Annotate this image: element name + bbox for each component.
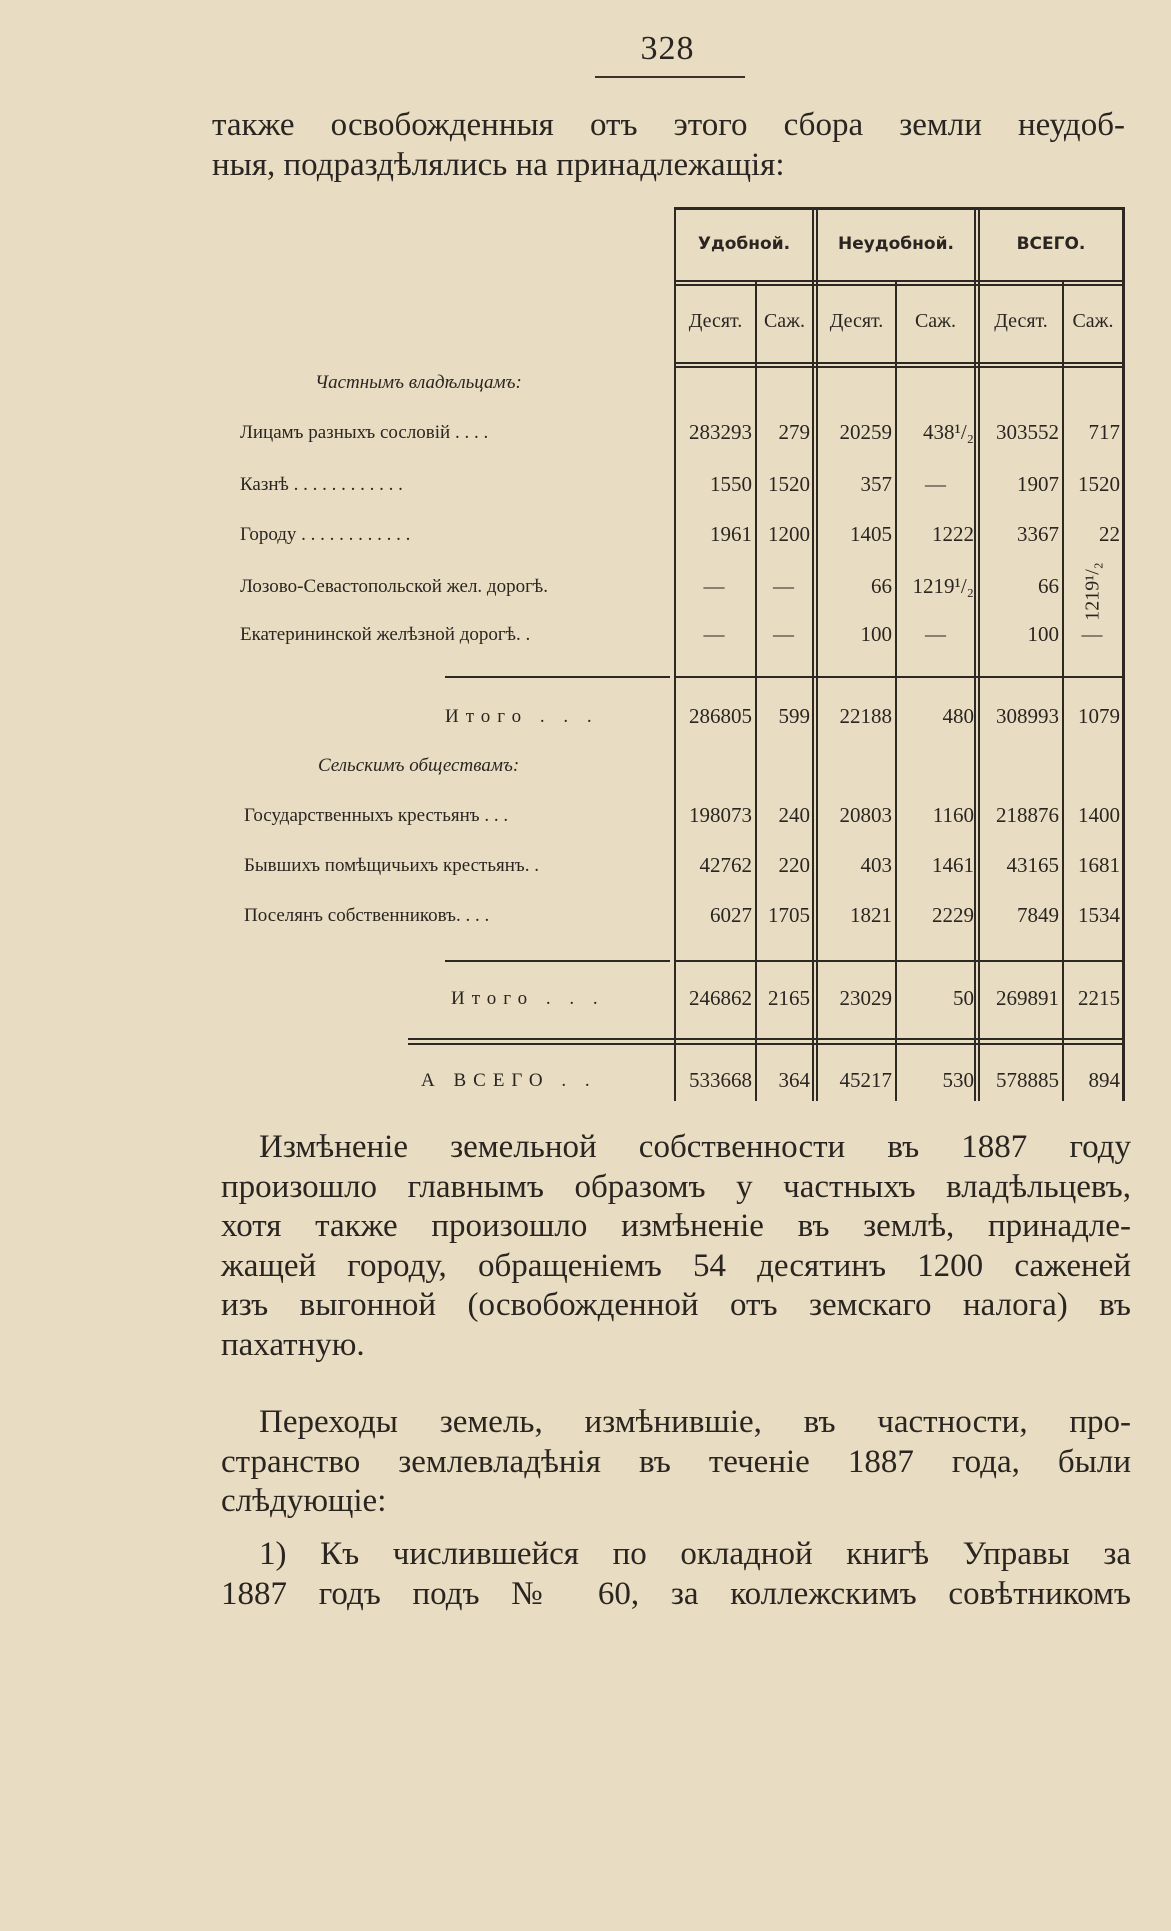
subheader-rule xyxy=(674,362,1124,364)
table-cell: 2165 xyxy=(768,986,810,1010)
subheader: Десят. xyxy=(688,310,743,332)
table-cell: 599 xyxy=(778,704,810,728)
table-cell: 45217 xyxy=(839,1068,892,1092)
table-cell: 530 xyxy=(942,1068,974,1092)
table-cell: 1219¹/₂ xyxy=(912,574,974,598)
subheader: Десят. xyxy=(829,310,884,332)
table-cell: 1200 xyxy=(768,522,810,546)
label-rule xyxy=(445,960,670,962)
section-title-private: Частнымъ владѣльцамъ: xyxy=(315,372,522,393)
table-cell: 6027 xyxy=(710,903,752,927)
row-label: Итого . . . xyxy=(445,706,599,727)
intro-line: ныя, подраздѣлялись на принадлежащія: xyxy=(212,146,785,183)
table-cell: 364 xyxy=(778,1068,810,1092)
table-cell: 279 xyxy=(778,420,810,444)
subheader: Саж. xyxy=(914,310,957,332)
table-cell: 403 xyxy=(860,853,892,877)
table-cell: 20803 xyxy=(839,803,892,827)
text-line: 1887 годъ подъ № 60, за коллежскимъ совѣтникомъ xyxy=(221,1575,1131,1612)
page-number: 328 xyxy=(640,30,695,67)
table-cell: 20259 xyxy=(839,420,892,444)
row-label: Лозово-Севастопольской жел. дорогѣ. xyxy=(240,576,548,597)
text-line: слѣдующіе: xyxy=(221,1483,387,1519)
row-label: Лицамъ разныхъ сословій . . . . xyxy=(240,422,489,443)
row-label: Государственныхъ крестьянъ . . . xyxy=(244,805,509,826)
header-rule xyxy=(674,280,1124,282)
subcolumn-separator xyxy=(1062,282,1064,1101)
table-cell: 894 xyxy=(1088,1068,1120,1092)
table-cell: 43165 xyxy=(1006,853,1059,877)
paragraph-1 xyxy=(221,1128,1131,1365)
table-cell: 533668 xyxy=(689,1068,752,1092)
table-cell: — xyxy=(925,622,946,646)
table-cell: 269891 xyxy=(996,986,1059,1010)
table-cell: 1821 xyxy=(850,903,892,927)
section-title-rural: Сельскимъ обществамъ: xyxy=(318,755,520,776)
table-cell: 1550 xyxy=(710,472,752,496)
text-line: Измѣненіе земельной собственности въ 1887 году xyxy=(259,1129,1131,1165)
subheader: Десят. xyxy=(994,310,1048,332)
group-header-usable: Удобной. xyxy=(697,234,791,254)
paragraph-2 xyxy=(221,1403,1131,1522)
intro-line: также освобожденныя отъ этого сбора земли неудоб- xyxy=(212,107,1125,143)
table-cell: 3367 xyxy=(1017,522,1059,546)
table-cell: 480 xyxy=(942,704,974,728)
table-cell: 308993 xyxy=(996,704,1059,728)
text-line: 1) Къ числившейся по окладной книгѣ Управы за xyxy=(259,1536,1131,1572)
row-label: Казнѣ . . . . . . . . . . . . xyxy=(240,474,403,495)
text-line: произошло главнымъ образомъ у частныхъ владѣльцевъ, xyxy=(221,1168,1131,1205)
row-label: Городу . . . . . . . . . . . . xyxy=(240,524,411,545)
subheader: Саж. xyxy=(763,310,806,332)
table-cell: 22188 xyxy=(839,704,892,728)
group-header-unusable: Неудобной. xyxy=(838,234,954,254)
header-rule xyxy=(674,284,1124,286)
label-rule xyxy=(445,676,670,678)
subcolumn-separator xyxy=(895,282,897,1101)
text-line: хотя также произошло измѣненіе въ землѣ, принадле- xyxy=(221,1208,1131,1244)
table-cell: 220 xyxy=(778,853,810,877)
group-separator xyxy=(816,207,818,1101)
table-cell: 1461 xyxy=(932,853,974,877)
table-cell: — xyxy=(703,574,725,598)
group-separator xyxy=(974,207,976,1101)
table-cell: — xyxy=(773,574,794,598)
subtotal-rule xyxy=(674,960,1124,962)
table-cell: 1907 xyxy=(1017,472,1059,496)
table-cell: 303552 xyxy=(996,420,1059,444)
table-cell: 23029 xyxy=(839,986,892,1010)
table-cell: 7849 xyxy=(1017,903,1059,927)
table-cell: 50 xyxy=(953,986,974,1010)
table-cell: 578885 xyxy=(996,1068,1059,1092)
rotated-note: 1219¹/₂ xyxy=(1081,562,1104,621)
table-cell: — xyxy=(1081,622,1103,646)
subheader: Саж. xyxy=(1072,310,1114,332)
row-label: Итого . . . xyxy=(451,988,605,1009)
table-cell: 1520 xyxy=(1078,472,1120,496)
table-cell: 1520 xyxy=(768,472,810,496)
table-cell: 1405 xyxy=(850,522,892,546)
table-cell: 1534 xyxy=(1078,903,1120,927)
subtotal-rule xyxy=(674,676,1124,678)
grand-total-rule xyxy=(408,1043,1124,1045)
table-cell: 717 xyxy=(1088,420,1120,444)
text-line: изъ выгонной (освобожденной отъ земскаго налога) въ xyxy=(221,1287,1131,1323)
group-separator xyxy=(978,207,980,1101)
subheader-rule xyxy=(674,366,1124,368)
table-cell: 1160 xyxy=(932,803,974,827)
table-cell: 240 xyxy=(778,803,810,827)
text-line: странство землевладѣнія въ теченіе 1887 года, были xyxy=(221,1443,1131,1480)
table-cell: 438¹/₂ xyxy=(923,420,974,444)
table-cell: — xyxy=(925,472,946,496)
table-cell: 286805 xyxy=(689,704,752,728)
table-cell: 1222 xyxy=(932,522,974,546)
group-header-total: ВСЕГО. xyxy=(1016,234,1086,254)
subcolumn-separator xyxy=(755,282,757,1101)
table-cell: 357 xyxy=(860,472,892,496)
table-cell: 283293 xyxy=(689,420,752,444)
table-cell: 246862 xyxy=(689,986,752,1010)
grand-total-rule xyxy=(408,1038,1124,1040)
text-line: Переходы земель, измѣнившіе, въ частности, про- xyxy=(259,1404,1131,1440)
table-left-border xyxy=(674,207,676,1101)
row-label: Бывшихъ помѣщичьихъ крестьянъ. . xyxy=(244,855,540,876)
table-cell: 198073 xyxy=(689,803,752,827)
table-cell: 1681 xyxy=(1078,853,1120,877)
table-cell: 66 xyxy=(871,574,892,598)
table-cell: 218876 xyxy=(996,803,1059,827)
paragraph-3 xyxy=(221,1535,1131,1614)
table-cell: 1705 xyxy=(768,903,810,927)
table-cell: 2215 xyxy=(1078,986,1120,1010)
row-label: А ВСЕГО . . xyxy=(421,1070,597,1091)
row-label: Поселянъ собственниковъ. . . . xyxy=(244,905,490,926)
table-cell: 100 xyxy=(860,622,892,646)
table-top-border xyxy=(674,207,1124,210)
row-label: Екатерининской желѣзной дорогѣ. . xyxy=(240,624,531,645)
table-cell: 66 xyxy=(1038,574,1059,598)
text-line: жащей городу, обращеніемъ 54 десятинъ 1200 саженей xyxy=(221,1247,1131,1284)
table-cell: 2229 xyxy=(932,903,974,927)
table-cell: 1400 xyxy=(1078,803,1120,827)
intro-paragraph xyxy=(212,106,1125,185)
table-cell: — xyxy=(703,622,725,646)
table-cell: 42762 xyxy=(699,853,752,877)
table-right-border xyxy=(1122,207,1125,1101)
group-separator xyxy=(812,207,814,1101)
table-cell: — xyxy=(773,622,794,646)
table-cell: 1961 xyxy=(710,522,752,546)
table-cell: 100 xyxy=(1027,622,1059,646)
table-cell: 22 xyxy=(1099,522,1120,546)
page-number-rule xyxy=(595,76,745,78)
text-line: пахатную. xyxy=(221,1326,365,1363)
table-cell: 1079 xyxy=(1078,704,1120,728)
